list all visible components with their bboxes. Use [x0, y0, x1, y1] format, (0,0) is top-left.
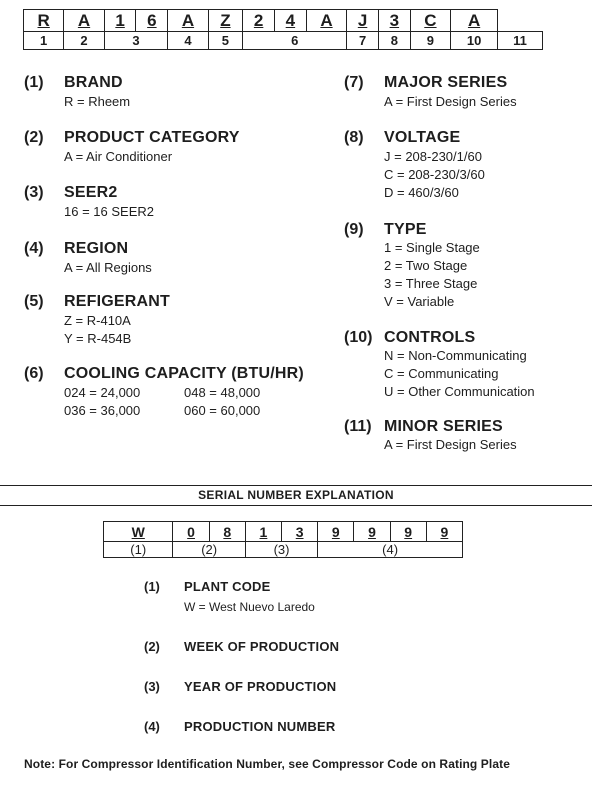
- model-letter: 2: [243, 10, 275, 32]
- serial-title: SERIAL NUMBER EXPLANATION: [198, 488, 394, 502]
- section-item: A = Air Conditioner: [64, 149, 173, 164]
- model-letters-row: [24, 10, 543, 32]
- section-item: C = Communicating: [384, 366, 499, 381]
- section-item: A = All Regions: [64, 260, 152, 275]
- serial-item-number: (4): [144, 719, 160, 734]
- model-group: 8: [378, 32, 410, 50]
- section-title: TYPE: [384, 221, 427, 238]
- model-letter: 1: [104, 10, 136, 32]
- model-groups-row: [24, 32, 543, 50]
- section-item: D = 460/3/60: [384, 185, 459, 200]
- model-letter: Z: [208, 10, 243, 32]
- serial-letter: 8: [209, 522, 245, 542]
- model-letter: A: [451, 10, 498, 32]
- section-item: 2 = Two Stage: [384, 258, 468, 273]
- serial-letter: 0: [173, 522, 209, 542]
- model-group: 2: [64, 32, 104, 50]
- serial-group: (4): [318, 542, 463, 558]
- section-title: PRODUCT CATEGORY: [64, 129, 240, 146]
- model-letter: 6: [136, 10, 168, 32]
- section-number: (2): [24, 129, 44, 146]
- section-title: REFIGERANT: [64, 293, 170, 310]
- model-group: 4: [168, 32, 208, 50]
- section-number: (1): [24, 74, 44, 91]
- serial-group: (1): [104, 542, 173, 558]
- section-number: (8): [344, 129, 364, 146]
- serial-item-number: (3): [144, 679, 160, 694]
- section-item: Y = R-454B: [64, 331, 132, 346]
- section-number: (5): [24, 293, 44, 310]
- section-item: A = First Design Series: [384, 94, 517, 109]
- section-item: 060 = 60,000: [184, 403, 261, 418]
- model-group: 7: [347, 32, 379, 50]
- model-number-table: [23, 9, 543, 50]
- section-item: 3 = Three Stage: [384, 276, 478, 291]
- serial-letter: 3: [282, 522, 318, 542]
- serial-letter: 9: [426, 522, 462, 542]
- section-number: (6): [24, 365, 44, 382]
- section-item: C = 208-230/3/60: [384, 167, 485, 182]
- serial-item-title: WEEK OF PRODUCTION: [184, 639, 340, 654]
- section-item: 048 = 48,000: [184, 385, 261, 400]
- model-letter: C: [410, 10, 450, 32]
- section-number: (7): [344, 74, 364, 91]
- serial-title-bar: [0, 485, 592, 506]
- section-item: R = Rheem: [64, 94, 131, 109]
- serial-item-detail: W = West Nuevo Laredo: [184, 600, 315, 614]
- model-letter: A: [64, 10, 104, 32]
- section-number: (4): [24, 240, 44, 257]
- serial-number-table: [103, 521, 463, 558]
- section-item: V = Variable: [384, 294, 455, 309]
- compressor-note: Note: For Compressor Identification Number, see Compressor Code on Rating Plate: [24, 757, 510, 771]
- serial-item-number: (2): [144, 639, 160, 654]
- serial-item-title: YEAR OF PRODUCTION: [184, 679, 337, 694]
- section-number: (11): [344, 418, 372, 435]
- model-letter: J: [347, 10, 379, 32]
- section-title: REGION: [64, 240, 129, 257]
- section-title: BRAND: [64, 74, 123, 91]
- serial-item-title: PLANT CODE: [184, 579, 271, 594]
- section-number: (9): [344, 221, 364, 238]
- serial-letter: 9: [390, 522, 426, 542]
- section-title: SEER2: [64, 184, 118, 201]
- section-title: CONTROLS: [384, 329, 476, 346]
- section-title: MAJOR SERIES: [384, 74, 508, 91]
- serial-groups-row: [104, 542, 463, 558]
- section-title: VOLTAGE: [384, 129, 461, 146]
- model-letter: A: [168, 10, 208, 32]
- section-item: 16 = 16 SEER2: [64, 204, 154, 219]
- model-letter: 3: [378, 10, 410, 32]
- serial-letter: 9: [354, 522, 390, 542]
- serial-group: (3): [245, 542, 317, 558]
- model-letter: R: [24, 10, 64, 32]
- section-item: J = 208-230/1/60: [384, 149, 482, 164]
- model-group: 11: [498, 32, 543, 50]
- model-group: 5: [208, 32, 243, 50]
- serial-group: (2): [173, 542, 245, 558]
- serial-letter: 1: [245, 522, 281, 542]
- model-group: 6: [243, 32, 347, 50]
- section-item: A = First Design Series: [384, 437, 517, 452]
- model-group: 9: [410, 32, 450, 50]
- section-title: COOLING CAPACITY (BTU/HR): [64, 365, 304, 382]
- model-letter: A: [306, 10, 346, 32]
- section-item: 036 = 36,000: [64, 403, 141, 418]
- section-item: Z = R-410A: [64, 313, 131, 328]
- serial-item-number: (1): [144, 579, 160, 594]
- serial-item-title: PRODUCTION NUMBER: [184, 719, 336, 734]
- section-item: 024 = 24,000: [64, 385, 141, 400]
- serial-letters-row: [104, 522, 463, 542]
- section-title: MINOR SERIES: [384, 418, 503, 435]
- model-group: 3: [104, 32, 168, 50]
- section-number: (10): [344, 329, 373, 346]
- section-item: N = Non-Communicating: [384, 348, 527, 363]
- section-item: U = Other Communication: [384, 384, 535, 399]
- serial-letter: 9: [318, 522, 354, 542]
- section-item: 1 = Single Stage: [384, 240, 480, 255]
- model-group: 1: [24, 32, 64, 50]
- model-group: 10: [451, 32, 498, 50]
- section-number: (3): [24, 184, 44, 201]
- serial-letter: W: [104, 522, 173, 542]
- model-letter: 4: [275, 10, 307, 32]
